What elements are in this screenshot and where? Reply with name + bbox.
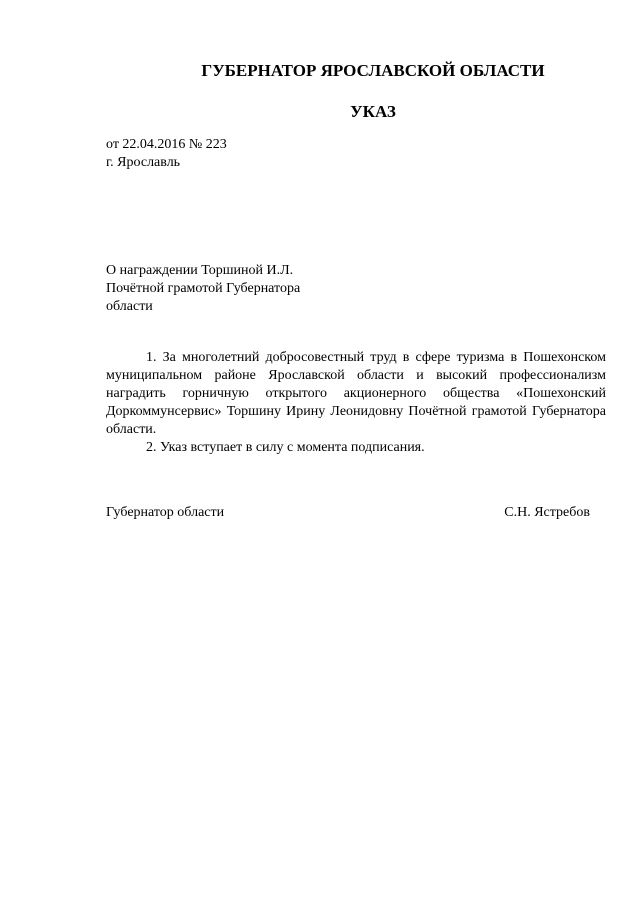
organization-title: ГУБЕРНАТОР ЯРОСЛАВСКОЙ ОБЛАСТИ xyxy=(201,61,545,80)
signatory-position: Губернатор области xyxy=(106,505,225,520)
document-subject xyxy=(106,262,366,316)
date-number: от 22.04.2016 № 223 xyxy=(106,137,227,152)
body-paragraph-1: 1. За многолетний добросовестный труд в сфере туризма в Пошехонском муниципальном районе Ярославской области и высокий профессионализм наградить горничную открытого акционерного общества «Пошехонский Доркоммунсервис» Торшину Ирину Леонидовну Почётной грамотой Губернатора области. xyxy=(106,350,606,437)
signature-block xyxy=(106,504,590,522)
subject-line: О награждении Торшиной И.Л. xyxy=(106,263,294,278)
signatory-name: С.Н. Ястребов xyxy=(504,505,590,520)
document-type-title: УКАЗ xyxy=(350,102,396,121)
document-meta xyxy=(106,136,227,172)
city: г. Ярославль xyxy=(106,155,181,170)
subject-line: области xyxy=(106,299,153,314)
document-body xyxy=(106,349,606,457)
body-paragraph-2: 2. Указ вступает в силу с момента подписания. xyxy=(146,440,425,455)
subject-line: Почётной грамотой Губернатора xyxy=(106,281,301,296)
